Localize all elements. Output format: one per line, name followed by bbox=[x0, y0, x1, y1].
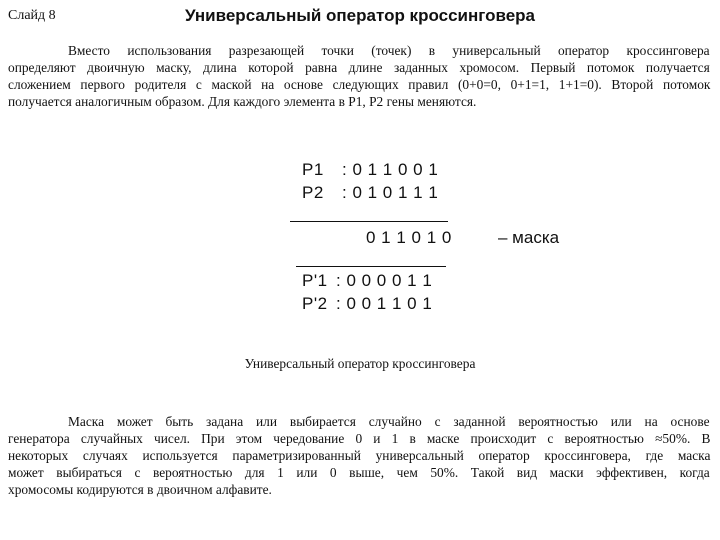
slide-number: Слайд 8 bbox=[8, 8, 56, 23]
parent2-genes: : 0 1 0 1 1 1 bbox=[342, 183, 439, 202]
outro-line: некоторых случаях используется параметризированный универсальный оператор кроссинговера, где маска bbox=[8, 448, 711, 463]
outro-line: может выбираться с вероятностью для 1 или 0 выше, чем 50%. Такой вид маски эффективен, когда bbox=[8, 465, 710, 480]
figure-caption: Универсальный оператор кроссинговера bbox=[244, 356, 476, 371]
child1-label: P'1 bbox=[302, 271, 328, 290]
intro-line: сложением первого родителя с маской на основе следующих правил (0+0=0, 0+1=1, 1+1=0). Второй потомок bbox=[8, 77, 711, 92]
outro-line: генератора случайных чисел. При этом чередование 0 и 1 в маске происходит с вероятностью ≈50%. В bbox=[8, 431, 711, 446]
intro-line: Вместо использования разрезающей точки (точек) в универсальный оператор кроссинговера bbox=[68, 43, 710, 58]
intro-line: получается аналогичным образом. Для каждого элемента в P1, P2 гены меняются. bbox=[8, 94, 477, 109]
child2-genes: : 0 0 1 1 0 1 bbox=[336, 294, 433, 313]
outro-line: хромосомы кодируются в двоичном алфавите. bbox=[8, 482, 272, 497]
parent1-genes: : 0 1 1 0 0 1 bbox=[342, 160, 439, 179]
divider-line bbox=[290, 221, 448, 222]
slide-title: Универсальный оператор кроссинговера bbox=[184, 6, 536, 25]
parent1-label: P1 bbox=[302, 160, 324, 179]
child1-genes: : 0 0 0 0 1 1 bbox=[336, 271, 433, 290]
divider-line bbox=[296, 266, 446, 267]
child2-label: P'2 bbox=[302, 294, 328, 313]
outro-line: Маска может быть задана или выбирается случайно с заданной вероятностью или на основе bbox=[68, 414, 710, 429]
intro-paragraph bbox=[8, 42, 710, 110]
mask-label: – маска bbox=[498, 228, 560, 247]
mask-genes: 0 1 1 0 1 0 bbox=[366, 228, 452, 247]
parent2-label: P2 bbox=[302, 183, 324, 202]
intro-line: определяют двоичную маску, длина которой равна длине заданных хромосом. Первый потомок получается bbox=[8, 60, 710, 75]
outro-paragraph bbox=[8, 413, 710, 498]
